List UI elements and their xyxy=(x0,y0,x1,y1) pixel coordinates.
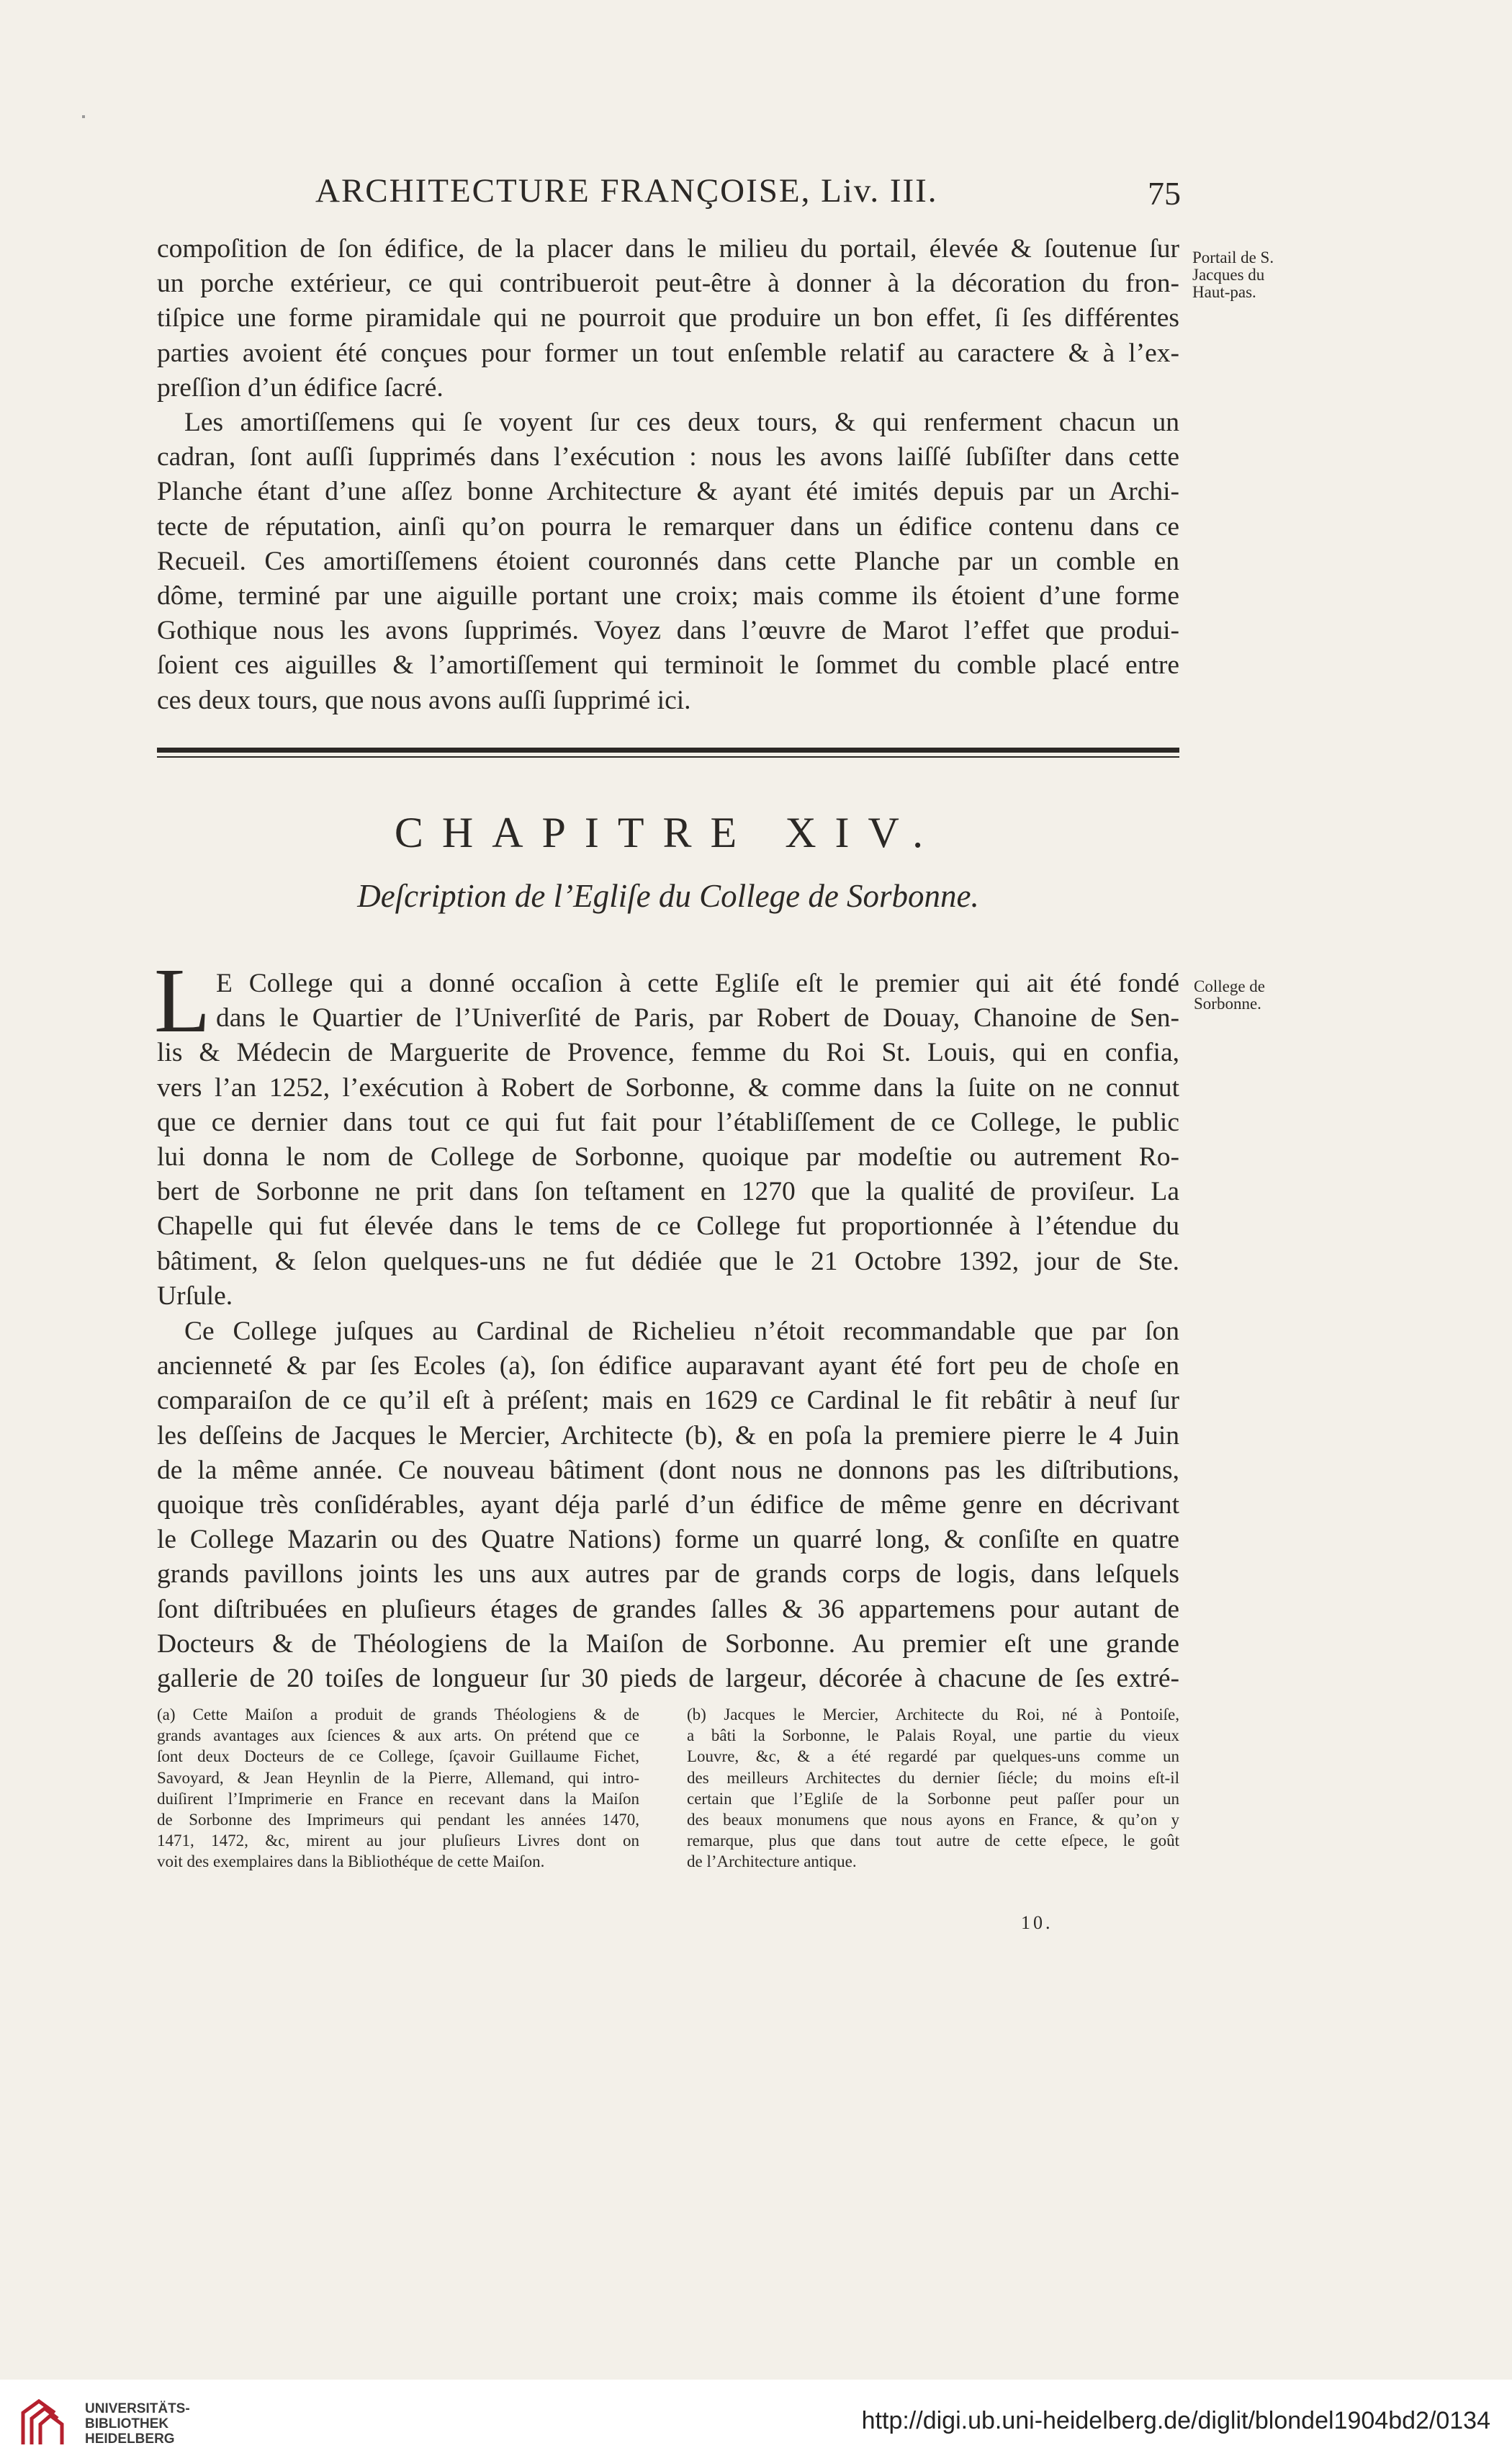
footnote-line: des meilleurs Architectes du dernier ſiécle; du moins eſt-il xyxy=(687,1768,1179,1787)
margin-note-portail: Portail de S. Jacques du Haut-pas. xyxy=(1192,248,1274,301)
running-head xyxy=(158,171,1181,222)
library-name[interactable]: UNIVERSITÄTS- BIBLIOTHEK HEIDELBERG xyxy=(85,2401,190,2447)
drop-cap: L xyxy=(154,949,211,1052)
section-rule-thin xyxy=(157,756,1179,758)
richelieu-paragraph xyxy=(157,1314,1179,1696)
chapter-subtitle: Deſcription de l’Egliſe du College de Sorbonne. xyxy=(357,878,979,914)
margin-note-sorbonne: College de Sorbonne. xyxy=(1194,977,1265,1013)
scan-speck xyxy=(82,115,85,118)
text-line: grands pavillons joints les uns aux autres par de grands corps de logis, dans leſquels xyxy=(157,1559,1179,1590)
text-line: le College Mazarin ou des Quatre Nations) forme un quarré long, & conſiſte en quatre xyxy=(157,1525,1179,1555)
text-line: ſoient ces aiguilles & l’amortiſſement qui terminoit le ſommet du comble placé entre xyxy=(157,650,1179,681)
text-line: dôme, terminé par une aiguille portant une croix; mais comme ils étoient d’une forme xyxy=(157,580,1179,611)
text-line: quoique très conſidérables, ayant déja parlé d’un édifice de même genre en décrivant xyxy=(157,1489,1179,1520)
text-line: cadran, ſont auſſi ſupprimés dans l’exécution : nous les avons laiſſé ſubſiſter dans cette xyxy=(157,442,1179,472)
footnote-line: des beaux monumens que nous ayons en France, & qu’on y xyxy=(687,1810,1179,1829)
footnote-line: (b) Jacques le Mercier, Architecte du Roi, né à Pontoiſe, xyxy=(687,1705,1179,1723)
footnote-line: certain que l’Egliſe de la Sorbonne peut paſſer pour un xyxy=(687,1789,1179,1808)
footnote-line: de Sorbonne des Imprimeurs qui pendant les années 1470, xyxy=(157,1810,639,1829)
footnote-line: 1471, 1472, &c, mirent au jour pluſieurs Livres dont on xyxy=(157,1832,639,1850)
text-line: Ce College juſques au Cardinal de Richelieu n’étoit recommandable que par ſon xyxy=(184,1317,1179,1346)
signature-mark: 10. xyxy=(1021,1912,1053,1933)
running-title: ARCHITECTURE FRANÇOISE, Liv. III. xyxy=(315,172,938,210)
text-line: Urſule. xyxy=(157,1281,233,1311)
text-line: Docteurs & de Théologiens de la Maiſon de Sorbonne. Au premier eſt une grande xyxy=(157,1628,1179,1659)
amortissemens-paragraph xyxy=(157,405,1179,718)
text-line: ancienneté & par ſes Ecoles (a), ſon édifice auparavant ayant été fort peu de choſe en xyxy=(157,1351,1179,1381)
text-line: Recueil. Ces amortiſſemens étoient couronnés dans cette Planche par un comble en xyxy=(157,546,1179,576)
footnote-line: grands avantages aux ſciences & aux arts. On prétend que ce xyxy=(157,1726,639,1745)
text-line: compoſition de ſon édifice, de la placer dans le milieu du portail, élevée & ſoutenue ſur xyxy=(157,234,1179,264)
text-line: tiſpice une forme piramidale qui ne pourroit que produire un bon effet, ſi ſes différentes xyxy=(157,303,1179,333)
text-line: preſſion d’un édifice ſacré. xyxy=(157,372,444,403)
text-line: lis & Médecin de Marguerite de Provence, femme du Roi St. Louis, qui en confia, xyxy=(157,1038,1179,1068)
footnote-a xyxy=(157,1704,639,1873)
text-line: un porche extérieur, ce qui contribueroit peut-être à donner à la décoration du fron- xyxy=(157,269,1179,299)
text-line: ces deux tours, que nous avons auſſi ſupprimé ici. xyxy=(157,685,691,715)
text-line: dans le Quartier de l’Univerſité de Paris, par Robert de Douay, Chanoine de Sen- xyxy=(216,1003,1179,1034)
text-line: comparaiſon de ce qu’il eſt à préſent; mais en 1629 ce Cardinal le fit rebâtir à neuf ſur xyxy=(157,1386,1179,1416)
footnote-line: de l’Architecture antique. xyxy=(687,1852,857,1871)
footnote-line: a bâti la Sorbonne, le Palais Royal, une partie du vieux xyxy=(687,1726,1179,1745)
text-line: gallerie de 20 toiſes de longueur ſur 30 pieds de largeur, décorée à chacune de ſes extré- xyxy=(157,1663,1179,1693)
text-line: E College qui a donné occaſion à cette Egliſe eſt le premier qui ait été fondé xyxy=(216,969,1179,998)
text-line: les deſſeins de Jacques le Mercier, Architecte (b), & en poſa la premiere pierre le 4 Juin xyxy=(157,1420,1179,1451)
footnote-line: Louvre, &c, & a été regardé par quelques-uns comme un xyxy=(687,1747,1179,1766)
text-line: de la même année. Ce nouveau bâtiment (dont nous ne donnons pas les diſtributions, xyxy=(157,1455,1179,1485)
text-line: tecte de réputation, ainſi qu’on pourra le remarquer dans un édifice contenu dans ce xyxy=(157,511,1179,542)
text-line: que ce dernier dans tout ce qui fut fait pour l’établiſſement de ce College, le public xyxy=(157,1107,1179,1137)
footnote-line: voit des exemplaires dans la Bibliothéque de cette Maiſon. xyxy=(157,1852,545,1871)
text-line: Les amortiſſemens qui ſe voyent ſur ces deux tours, & qui renferment chacun un xyxy=(184,408,1179,437)
text-line: bâtiment, & ſelon quelques-uns ne fut dédiée que le 21 Octobre 1392, jour de Ste. xyxy=(157,1246,1179,1276)
intro-paragraph xyxy=(157,232,1179,405)
text-line: bert de Sorbonne ne prit dans ſon teſtament en 1270 que la qualité de proviſeur. La xyxy=(157,1177,1179,1207)
text-line: lui donna le nom de College de Sorbonne, quoique par modeſtie ou autrement Ro- xyxy=(157,1142,1179,1172)
text-line: Gothique nous les avons ſupprimés. Voyez dans l’œuvre de Marot l’effet que produi- xyxy=(157,616,1179,646)
footnote-line: Savoyard, & Jean Heynlin de la Pierre, Allemand, qui intro- xyxy=(157,1768,639,1787)
footnote-b xyxy=(687,1704,1179,1873)
section-rule-thick xyxy=(157,748,1179,753)
chapter-title: CHAPITRE XIV. xyxy=(394,809,942,856)
page-number: 75 xyxy=(1148,175,1181,212)
text-line: Planche étant d’une aſſez bonne Architecture & ayant été imités depuis par un Archi- xyxy=(157,477,1179,507)
footnote-line: ſont deux Docteurs de ce College, ſçavoir Guillaume Fichet, xyxy=(157,1747,639,1766)
text-line: ſont diſtribuées en pluſieurs étages de grandes ſalles & 36 appartemens pour autant de xyxy=(157,1594,1179,1624)
college-paragraph xyxy=(157,967,1179,1314)
footnote-line: (a) Cette Maiſon a produit de grands Théologiens & de xyxy=(157,1705,639,1723)
permalink-url[interactable]: http://digi.ub.uni-heidelberg.de/diglit/blondel1904bd2/0134 xyxy=(861,2407,1490,2434)
text-line: vers l’an 1252, l’exécution à Robert de Sorbonne, & comme dans la ſuite on ne connut xyxy=(157,1072,1179,1103)
footnote-line: duiſirent l’Imprimerie en France en recevant dans la Maiſon xyxy=(157,1789,639,1808)
library-footer xyxy=(0,2380,1512,2461)
library-logo-icon[interactable] xyxy=(17,2397,75,2447)
footnote-line: remarque, plus que dans tout autre de cette eſpece, le goût xyxy=(687,1832,1179,1850)
text-line: Chapelle qui fut élevée dans le tems de ce College fut proportionnée à l’étendue du xyxy=(157,1211,1179,1242)
text-line: parties avoient été conçues pour former un tout enſemble relatif au caractere & à l’ex- xyxy=(157,338,1179,368)
